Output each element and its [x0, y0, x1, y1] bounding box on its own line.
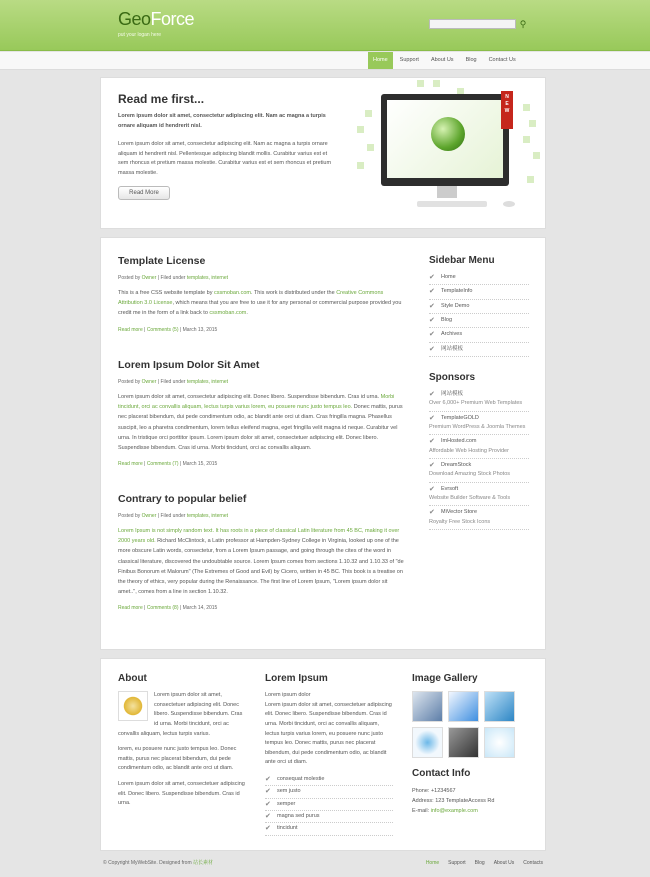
check-icon: ✔ [429, 462, 435, 470]
keyboard-graphic [417, 201, 487, 207]
sponsors-title: Sponsors [429, 372, 476, 383]
post-body: Lorem Ipsum is not simply random text. It has roots in a piece of classical Latin literature from 45 BC, making it over 2000 years old. Richard McClintock, a Latin professor at Hampden-Sydney College in Virginia, looked up one of the more obscure Latin words, consectetur, from a Lorem Ipsum passage, and going through the cites of the word in classical literature, discovered the undoubtable source. Lorem Ipsum comes from sections 1.10.32 and 1.10.33 of "de Finibus Bonorum et Malorum" (The Extremes of Good and Evil) by Cicero, written in 45 BC. This book is a treatise on the theory of ethics, very popular during the Renaissance. The first line of Lorem Ipsum, "Lorem ipsum dolor sit amet..", comes from a line in section 1.10.32. [118, 528, 404, 596]
check-icon: ✔ [429, 288, 435, 296]
check-icon: ✔ [265, 776, 271, 783]
check-icon: ✔ [265, 825, 271, 833]
post [118, 493, 404, 613]
gallery-section [412, 673, 540, 817]
check-icon: ✔ [265, 813, 271, 821]
list-item[interactable]: ✔ tincidunt [265, 823, 393, 835]
check-icon: ✔ [429, 331, 435, 339]
post [118, 255, 404, 334]
sidebar-item-archives[interactable]: ✔ Archives [429, 328, 529, 342]
intro-title: Read me first... [118, 92, 205, 106]
about-section [118, 673, 246, 815]
list-item[interactable]: ✔ magna sed purus [265, 811, 393, 823]
check-icon: ✔ [429, 317, 435, 325]
about-image [118, 691, 148, 721]
check-icon: ✔ [429, 391, 435, 398]
gallery-thumb[interactable] [412, 727, 443, 758]
list-item[interactable]: ✔ consequat molestie [265, 774, 393, 786]
intro-panel [100, 77, 546, 229]
nav-home[interactable]: Home [368, 52, 393, 69]
check-icon: ✔ [429, 414, 435, 422]
check-icon: ✔ [429, 438, 435, 446]
lorem-text: Lorem ipsum dolor [265, 692, 311, 698]
post-title[interactable]: Template License [118, 255, 206, 267]
sidebar-item-style-demo[interactable]: ✔ Style Demo [429, 300, 529, 314]
post-meta: Posted by Owner | Filed under templates, internet [118, 512, 228, 519]
about-text: Lorem ipsum dolor sit amet, consectetuer adipiscing elit. Donec libero. Suspendisse bibendum. Cras id urna. [118, 781, 245, 807]
sponsor-item[interactable]: ✔ Evrsoft Website Builder Software & Tools [429, 483, 529, 507]
gallery-thumb[interactable] [412, 691, 443, 722]
footer-nav-home[interactable]: Home [425, 860, 440, 866]
check-icon: ✔ [429, 509, 435, 517]
nav-support[interactable]: Support [399, 57, 419, 63]
intro-body: Lorem ipsum dolor sit amet, consectetur adipiscing elit. Nam ac magna a turpis ornare aliquam id hendrerit nisl. Pellentesque adipiscing blandit mollis. Curabitur varius est et sem rhoncus et pretium massa molestie. Curabitur varius est et sem rhoncus et pretium massa molestie. [118, 141, 332, 176]
gallery-thumb[interactable] [484, 727, 515, 758]
sponsor-item[interactable]: ✔ MiVector Store Royalty Free Stock Icons [429, 506, 529, 530]
sidebar-item-home[interactable]: ✔ Home [429, 271, 529, 285]
check-icon: ✔ [265, 788, 271, 796]
nav-blog[interactable]: Blog [465, 57, 477, 63]
lorem-title: Lorem Ipsum [265, 673, 328, 684]
main-nav [368, 52, 523, 69]
check-icon: ✔ [429, 274, 435, 281]
monitor-graphic [381, 94, 509, 186]
sponsor-item[interactable]: ✔ TemplateGOLD Premium WordPress & Joomla Themes [429, 412, 529, 436]
post-title[interactable]: Lorem Ipsum Dolor Sit Amet [118, 359, 260, 371]
list-item[interactable]: ✔ semper [265, 799, 393, 811]
sponsors [429, 372, 529, 530]
footer-nav-contacts[interactable]: Contacts [523, 860, 543, 866]
contact-phone: Phone: +1234567 [412, 788, 456, 794]
check-icon: ✔ [429, 485, 435, 493]
post-body: This is a free CSS website template by cssmoban.com. This work is distributed under the Creative Commons Attribution 3.0 License, which means that you are free to use it for any personal or commercial purpose provided you credit me in the form of a link back to cssmoban.com. [118, 290, 402, 317]
footer-nav-about[interactable]: About Us [493, 860, 515, 866]
sponsor-item[interactable]: ✔ DreamStock Download Amazing Stock Photos [429, 459, 529, 483]
footer-nav-blog[interactable]: Blog [474, 860, 485, 866]
footer-panel [100, 658, 546, 851]
logo[interactable]: GeoForce [118, 9, 195, 29]
sidebar-item-blog[interactable]: ✔ Blog [429, 314, 529, 328]
post-meta: Posted by Owner | Filed under templates, internet [118, 274, 228, 281]
nav-contact[interactable]: Contact Us [488, 57, 516, 63]
nav-about[interactable]: About Us [430, 57, 454, 63]
post-footer: Read more | Comments (5) | March 13, 2015 [118, 326, 218, 333]
footer-nav-support[interactable]: Support [448, 860, 466, 866]
gallery-thumb[interactable] [484, 691, 515, 722]
post-footer: Read more | Comments (7) | March 15, 2015 [118, 461, 218, 468]
sidebar-menu-title: Sidebar Menu [429, 255, 495, 266]
lorem-text: Lorem ipsum dolor sit amet, consectetuer adipiscing elit. Donec libero. Suspendisse bibendum. Cras id urna. Morbi tincidunt, orci ac convallis aliquam, lectus turpis varius lorem, eu posuere nunc justo tempus leo. Donec mattis, purus nec placerat bibendum, dui pede condimentum odio, ac blandit ante orci ut diam. [265, 701, 392, 766]
gallery-thumb[interactable] [448, 727, 479, 758]
new-badge: NEW [501, 91, 513, 129]
gallery-thumb[interactable] [448, 691, 479, 722]
site-header [0, 0, 650, 51]
gallery-title: Image Gallery [412, 673, 478, 684]
content-panel [100, 237, 546, 650]
site-footer [100, 857, 546, 871]
sidebar-item-templates-cn[interactable]: ✔ 网站模板 [429, 343, 529, 357]
about-title: About [118, 673, 147, 684]
post-meta: Posted by Owner | Filed under templates, internet [118, 378, 228, 385]
list-item[interactable]: ✔ sem justo [265, 786, 393, 798]
check-icon: ✔ [429, 302, 435, 310]
sidebar-item-templateinfo[interactable]: ✔ TemplateInfo [429, 285, 529, 299]
sponsor-item[interactable]: ✔ 网站模板 Over 6,000+ Premium Web Templates [429, 388, 529, 412]
hero-image [357, 80, 547, 228]
lorem-section [265, 673, 393, 836]
search-icon[interactable]: ⚲ [519, 19, 527, 29]
post-title[interactable]: Contrary to popular belief [118, 493, 247, 505]
check-icon: ✔ [429, 345, 435, 353]
sidebar-menu [429, 255, 529, 357]
footer-nav [426, 859, 543, 868]
intro-lead: Lorem ipsum dolor sit amet, consectetur adipiscing elit. Nam ac magna a turpis ornare aliquam id hendrerit nisl. [118, 113, 326, 129]
contact-email: E-mail: info@example.com [412, 808, 478, 815]
read-more-button[interactable]: Read More [118, 186, 170, 200]
post-body: Lorem ipsum dolor sit amet, consectetur adipiscing elit. Donec libero. Suspendisse bibendum. Cras id urna. Morbi tincidunt, orci ac convallis aliquam, lectus turpis varius lorem, eu posuere nunc justo tempus leo. Donec mattis, purus nec placerat bibendum, dui pede condimentum odio, ac blandit ante orci ut diam. Cras fringilla magna. Phasellus suscipit, leo a pharetra condimentum, lorem tellus eleifend magna, eget fringilla velit magna id neque. Curabitur vel urna. In tristique orci porttitor ipsum. Lorem ipsum dolor sit amet, consectetuer adipiscing elit. Donec libero. Suspendisse bibendum. Cras id urna. Morbi tincidunt, orci ac convallis aliquam. [118, 394, 403, 451]
post-footer: Read more | Comments (8) | March 14, 2015 [118, 605, 218, 612]
contact-address: Address: 123 TemplateAccess Rd [412, 798, 495, 805]
nav-bar [0, 52, 650, 70]
contact-title: Contact Info [412, 768, 471, 779]
sponsor-item[interactable]: ✔ ImHosted.com Affordable Web Hosting Provider [429, 435, 529, 459]
about-text: Lorem ipsum dolor sit amet, consectetuer adipiscing elit. Donec libero. Suspendisse bibendum. Cras id urna. Morbi tincidunt, orci ac convallis aliquam, lectus turpis varius. [118, 692, 243, 737]
tagline: put your logan here [118, 32, 162, 38]
globe-graphic [431, 117, 465, 151]
about-text: lorem, eu posuere nunc justo tempus leo. Donec mattis, purus nec placerat bibendum, dui pede condimentum odio, ac blandit ante orci ut diam. [118, 746, 237, 772]
mouse-graphic [503, 201, 515, 207]
copyright: © Copyright MyWebSite. Designed from 站长素材 [103, 860, 214, 866]
search-input[interactable] [429, 19, 516, 29]
check-icon: ✔ [265, 800, 271, 808]
post [118, 359, 404, 469]
